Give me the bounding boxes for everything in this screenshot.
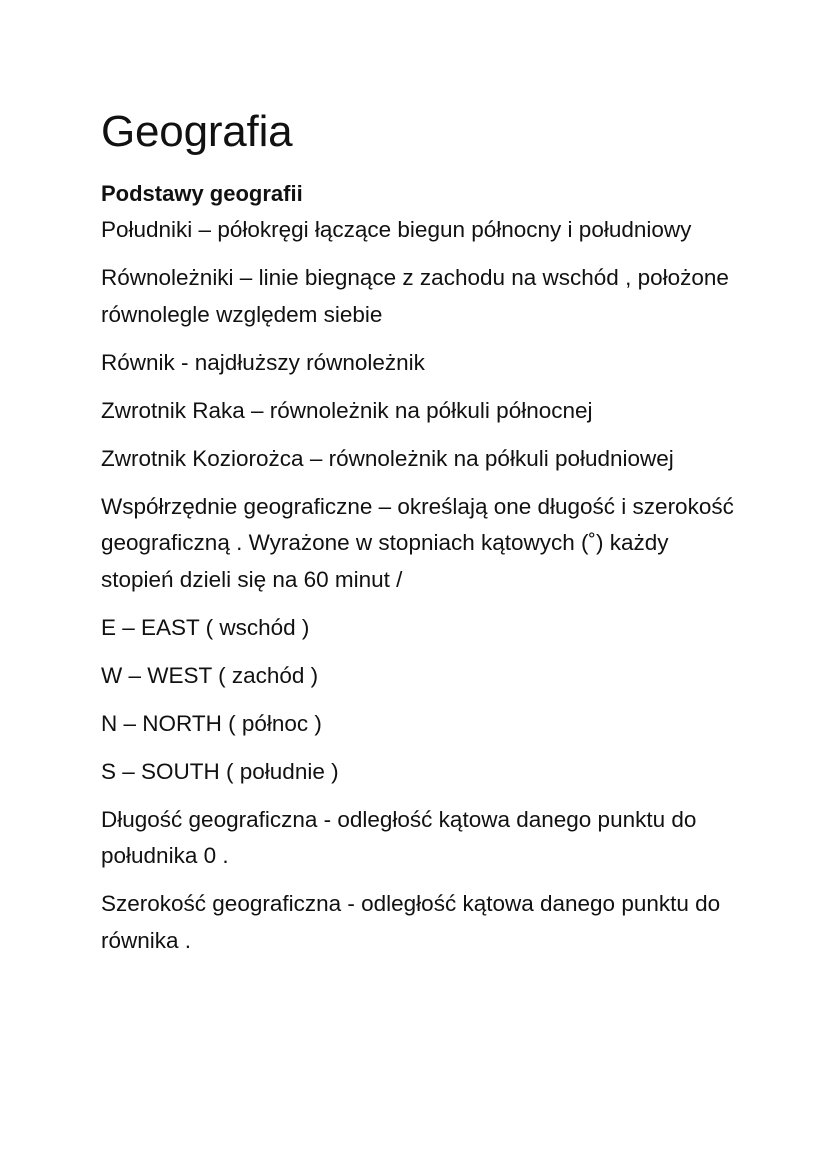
- paragraph-szerokosc: Szerokość geograficzna - odległość kątowa danego punktu do równika .: [101, 891, 721, 953]
- paragraph-zwrotnik-raka: Zwrotnik Raka – równoleżnik na półkuli północnej: [101, 397, 593, 423]
- section-heading: Podstawy geografii: [101, 181, 303, 206]
- paragraph-rownik: Równik - najdłuższy równoleżnik: [101, 349, 425, 375]
- paragraph-wspolrzedne: Współrzędnie geograficzne – określają one długość i szerokość geograficzną . Wyrażone w stopniach kątowych (˚) każdy stopień dzieli się na 60 minut /: [101, 493, 734, 592]
- paragraph-zwrotnik-koziorozca: Zwrotnik Koziorożca – równoleżnik na półkuli południowej: [101, 445, 674, 471]
- paragraph-east: E – EAST ( wschód ): [101, 614, 310, 640]
- paragraph-west: W – WEST ( zachód ): [101, 662, 319, 688]
- paragraph-dlugosc: Długość geograficzna - odległość kątowa danego punktu do południka 0 .: [101, 806, 697, 868]
- paragraph-north: N – NORTH ( północ ): [101, 710, 322, 736]
- document-content: [101, 104, 741, 971]
- paragraph-rownolezniki: Równoleżniki – linie biegnące z zachodu na wschód , położone równolegle względem siebie: [101, 265, 729, 327]
- page-title: Geografia: [101, 107, 293, 156]
- paragraph-poludniki: Południki – półokręgi łączące biegun północny i południowy: [101, 217, 692, 242]
- paragraph-south: S – SOUTH ( południe ): [101, 758, 339, 784]
